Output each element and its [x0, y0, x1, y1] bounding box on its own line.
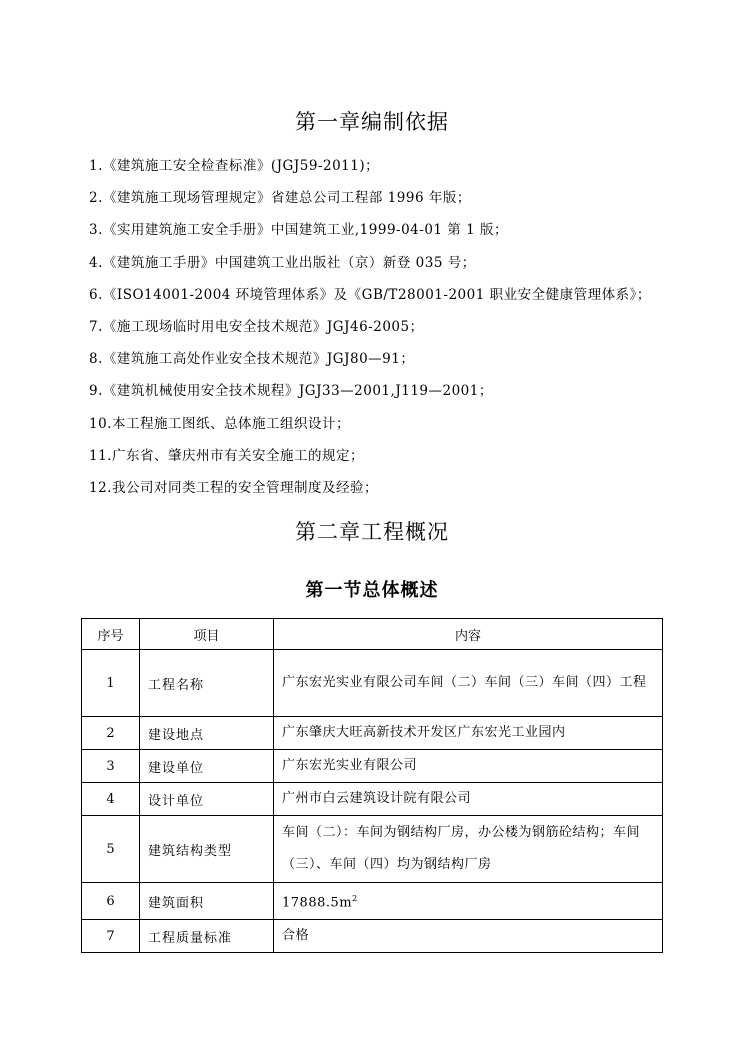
cell-num: 3: [82, 750, 140, 783]
table-row: [82, 750, 663, 783]
cell-content: 广东宏光实业有限公司车间（二）车间（三）车间（四）工程: [274, 650, 663, 717]
cell-content: [274, 883, 663, 920]
cell-num: 4: [82, 783, 140, 816]
cell-num: 2: [82, 717, 140, 750]
list-item: 1.《建筑施工安全检查标准》(JGJ59-2011)；: [89, 158, 380, 174]
cell-content: 广东宏光实业有限公司: [274, 750, 663, 783]
cell-item: 工程质量标准: [140, 920, 274, 953]
cell-num: 7: [82, 920, 140, 953]
cell-item: 建设地点: [140, 717, 274, 750]
table-row: [82, 883, 663, 920]
area-value: 17888.5m: [282, 895, 353, 911]
cell-item: 建筑结构类型: [140, 816, 274, 883]
cell-item: 建设单位: [140, 750, 274, 783]
chapter-2-title: 第二章工程概况: [295, 520, 449, 544]
basis-list: [89, 150, 689, 504]
table-row: [82, 920, 663, 953]
cell-content: 广东肇庆大旺高新技术开发区广东宏光工业园内: [274, 717, 663, 750]
cell-item: 建筑面积: [140, 883, 274, 920]
table-row: [82, 650, 663, 717]
area-unit-superscript: 2: [352, 894, 358, 903]
list-item: 2.《建筑施工现场管理规定》省建总公司工程部 1996 年版；: [89, 190, 471, 207]
list-item: 10.本工程施工图纸、总体施工组织设计；: [89, 415, 350, 432]
section-title: 第一节总体概述: [305, 580, 439, 601]
list-item: 11.广东省、肇庆州市有关安全施工的规定；: [89, 447, 364, 464]
table-header-row: [82, 619, 663, 650]
cell-content: 合格: [274, 920, 663, 953]
list-item: 12.我公司对同类工程的安全管理制度及经验；: [89, 479, 378, 496]
header-cell-item: 项目: [140, 619, 274, 650]
header-cell-content: 内容: [274, 619, 663, 650]
list-item: 9.《建筑机械使用安全技术规程》JGJ33—2001,J119—2001；: [89, 383, 493, 400]
table-row: [82, 783, 663, 816]
table-row: [82, 816, 663, 883]
list-item: 4.《建筑施工手册》中国建筑工业出版社（京）新登 035 号；: [89, 254, 476, 271]
cell-content: 广州市白云建筑设计院有限公司: [274, 783, 663, 816]
cell-num: 5: [82, 816, 140, 883]
cell-item: 工程名称: [140, 650, 274, 717]
overview-table: [81, 618, 663, 953]
list-item: 8.《建筑施工高处作业安全技术规范》JGJ80—91；: [89, 351, 415, 368]
list-item: 6.《ISO14001-2004 环境管理体系》及《GB/T28001-2001 职业安全健康管理体系》；: [89, 286, 651, 303]
table-row: [82, 717, 663, 750]
cell-item: 设计单位: [140, 783, 274, 816]
list-item: 3.《实用建筑施工安全手册》中国建筑工业,1999-04-01 第 1 版；: [89, 222, 508, 239]
list-item: 7.《施工现场临时用电安全技术规范》JGJ46-2005；: [89, 318, 424, 335]
cell-num: 1: [82, 650, 140, 717]
cell-num: 6: [82, 883, 140, 920]
chapter-1-title: 第一章编制依据: [295, 110, 449, 134]
header-cell-num: 序号: [82, 619, 140, 650]
cell-content: 车间（二）：车间为钢结构厂房，办公楼为钢筋砼结构；车间（三）、车间（四）均为钢结构厂房: [274, 816, 663, 883]
